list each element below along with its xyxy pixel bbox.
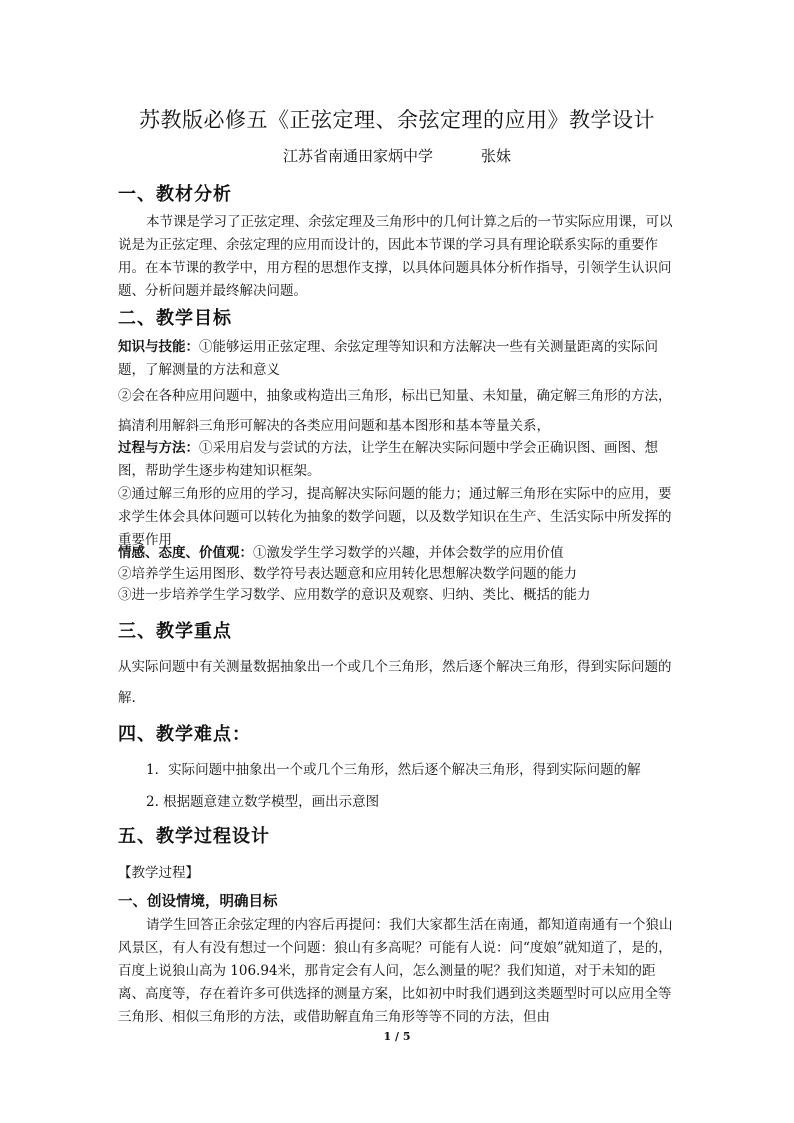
emotion-goal-1-text: ①激发学生学习数学的兴趣，并体会数学的应用价值	[253, 545, 564, 561]
knowledge-goal-2: ②会在各种应用问题中，抽象或构造出三角形，标出已知量、未知量，确定解三角形的方法，搞清利用解斜三角形可解决的各类应用问题和基本图形和基本等量关系，	[118, 388, 672, 434]
author-line	[0, 145, 794, 166]
difficulty-item: 1．实际问题中抽象出一个或几个三角形，然后逐个解决三角形，得到实际问题的解	[146, 762, 641, 778]
teaching-process-tag: 【教学过程】	[118, 865, 199, 881]
emotion-goal-1	[118, 543, 680, 564]
section-heading-5: 五、教学过程设计	[118, 826, 270, 847]
section-1-text: 本节课是学习了正弦定理、余弦定理及三角形中的几何计算之后的一节实际应用课，可以说是为正弦定理、余弦定理的应用而设计的，因此本节课的学习具有理论联系实际的重要作用。在本节课的教学中，用方程的思想作支撑，以具体问题具体分析作指导，引领学生认识问题、分析问题并最终解决问题。	[118, 214, 673, 299]
section-heading-1: 一、教材分析	[118, 184, 232, 205]
section-heading-4: 四、教学难点：	[118, 724, 251, 745]
section-heading-3: 三、教学重点	[118, 621, 232, 642]
process-goal-1-text: ①采用启发与尝试的方法，让学生在解决实际问题中学会正确识图、画图、想图，帮助学生逐步构建知识框架。	[118, 440, 658, 479]
process-goal-2: ②通过解三角形的应用的学习，提高解决实际问题的能力；通过解三角形在实际中的应用，要求学生体会具体问题可以转化为抽象的数学问题，以及数学知识在生产、生活实际中所发挥的重要作用	[118, 486, 672, 548]
knowledge-label: 知识与技能：	[118, 339, 199, 355]
page-number: 1 / 5	[383, 1030, 411, 1043]
author-name: 张妹	[481, 147, 512, 165]
difficulty-item: 2. 根据题意建立数学模型，画出示意图	[146, 794, 380, 810]
section-5-text: 请学生回答正余弦定理的内容后再提问：我们大家都生活在南通，都知道南通有一个狼山风景区，有人有没有想过一个问题：狼山有多高呢？可能有人说：问“度娘”就知道了，是的，百度上说狼山高为 106.94米，那肯定会有人问，怎么测量的呢？我们知道，对于未知的距离、高度等，存在着许多可供选择的测量方案，比如初中时我们遇到这类题型时可以应用全等三角形、相似三角形的方法，或借助解直角三角形等等不同的方法，但由	[118, 917, 673, 1025]
knowledge-goal-1-text: ①能够运用正弦定理、余弦定理等知识和方法解决一些有关测量距离的实际问题，了解测量的方法和意义	[118, 339, 658, 378]
school-name: 江苏省南通田家炳中学	[282, 147, 433, 165]
process-goal-1	[118, 437, 680, 483]
emotion-label: 情感、态度、价值观：	[118, 545, 253, 561]
process-label: 过程与方法：	[118, 440, 199, 456]
section-3-text: 从实际问题中有关测量数据抽象出一个或几个三角形，然后逐个解决三角形，得到实际问题的解.	[118, 659, 672, 706]
emotion-goal-2: ②培养学生运用图形、数学符号表达题意和应用转化思想解决数学问题的能力	[118, 566, 577, 582]
emotion-goal-3: ③进一步培养学生学习数学、应用数学的意识及观察、归纳、类比、概括的能力	[118, 587, 591, 603]
subsection-heading: 一、创设情境，明确目标	[118, 893, 278, 910]
knowledge-goal-1	[118, 336, 680, 382]
section-heading-2: 二、教学目标	[118, 308, 232, 329]
page-title: 苏教版必修五《正弦定理、余弦定理的应用》教学设计	[139, 108, 655, 132]
